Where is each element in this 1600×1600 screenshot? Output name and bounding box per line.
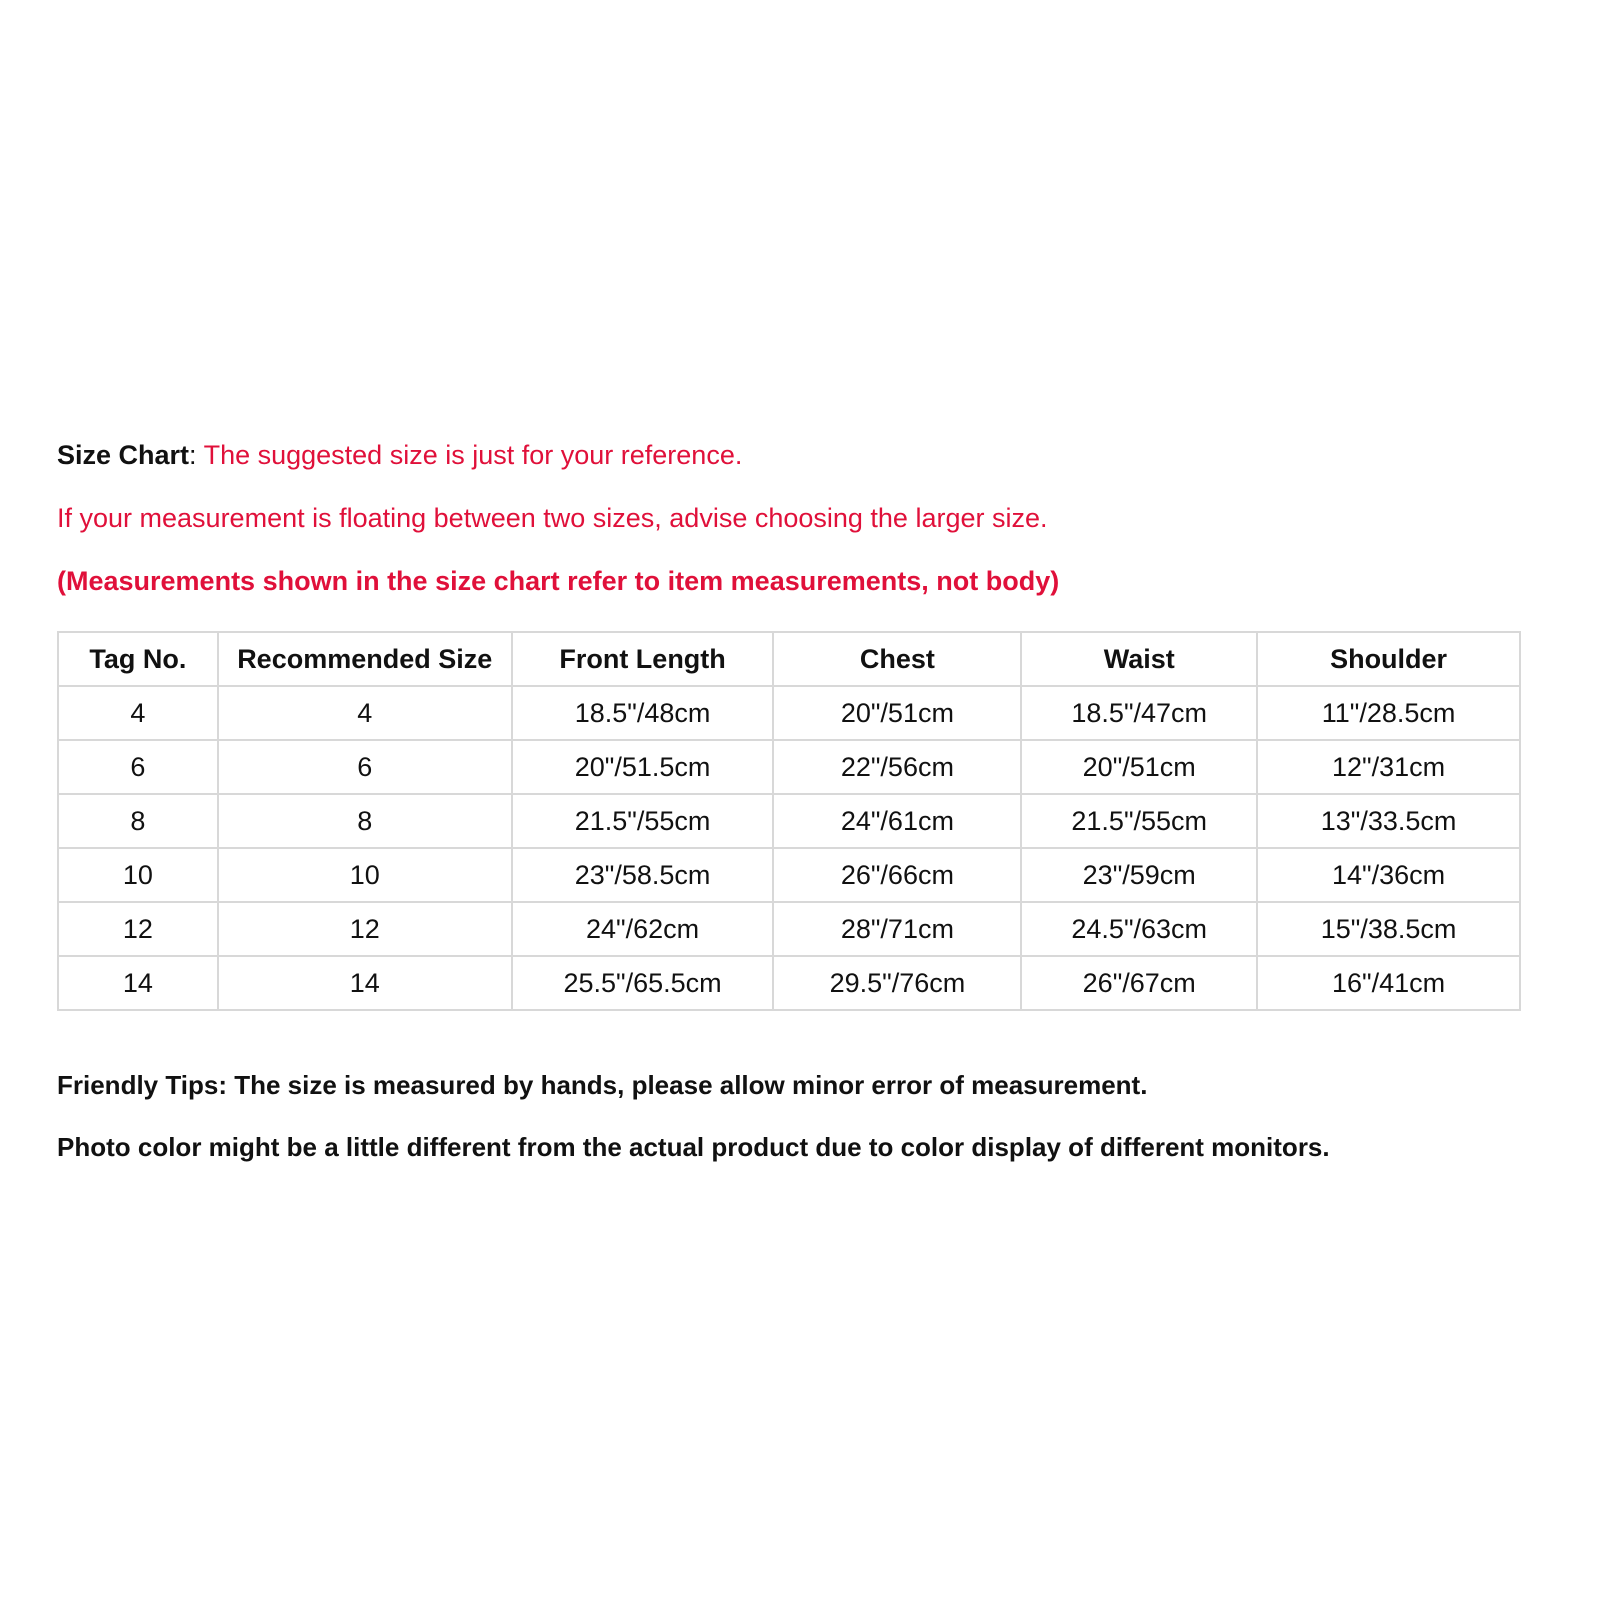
table-cell: 13"/33.5cm bbox=[1257, 794, 1520, 848]
sizing-advice: If your measurement is floating between two sizes, advise choosing the larger size. bbox=[57, 503, 1048, 533]
size-chart-intro bbox=[57, 440, 742, 471]
table-cell: 12"/31cm bbox=[1257, 740, 1520, 794]
column-header: Tag No. bbox=[58, 632, 218, 686]
table-cell: 12 bbox=[58, 902, 218, 956]
table-cell: 23"/58.5cm bbox=[512, 848, 774, 902]
table-cell: 26"/66cm bbox=[773, 848, 1021, 902]
column-header: Chest bbox=[773, 632, 1021, 686]
table-cell: 25.5"/65.5cm bbox=[512, 956, 774, 1010]
table-cell: 23"/59cm bbox=[1021, 848, 1257, 902]
table-cell: 4 bbox=[58, 686, 218, 740]
table-cell: 21.5"/55cm bbox=[512, 794, 774, 848]
table-row bbox=[58, 794, 1520, 848]
table-cell: 14"/36cm bbox=[1257, 848, 1520, 902]
table-header-row bbox=[58, 632, 1520, 686]
table-cell: 15"/38.5cm bbox=[1257, 902, 1520, 956]
table-cell: 20"/51cm bbox=[773, 686, 1021, 740]
table-cell: 20"/51.5cm bbox=[512, 740, 774, 794]
table-cell: 18.5"/48cm bbox=[512, 686, 774, 740]
column-header: Recommended Size bbox=[218, 632, 512, 686]
table-row bbox=[58, 740, 1520, 794]
table-row bbox=[58, 686, 1520, 740]
table-row bbox=[58, 956, 1520, 1010]
table-cell: 14 bbox=[218, 956, 512, 1010]
friendly-tip: Friendly Tips: The size is measured by hands, please allow minor error of measurement. bbox=[57, 1070, 1148, 1100]
table-cell: 6 bbox=[58, 740, 218, 794]
table-cell: 16"/41cm bbox=[1257, 956, 1520, 1010]
table-cell: 21.5"/55cm bbox=[1021, 794, 1257, 848]
table-cell: 20"/51cm bbox=[1021, 740, 1257, 794]
table-cell: 24"/62cm bbox=[512, 902, 774, 956]
column-header: Shoulder bbox=[1257, 632, 1520, 686]
table-cell: 14 bbox=[58, 956, 218, 1010]
table-cell: 10 bbox=[218, 848, 512, 902]
table-cell: 10 bbox=[58, 848, 218, 902]
color-disclaimer: Photo color might be a little different from the actual product due to color display of different monitors. bbox=[57, 1132, 1330, 1162]
table-cell: 29.5"/76cm bbox=[773, 956, 1021, 1010]
table-cell: 6 bbox=[218, 740, 512, 794]
table-cell: 28"/71cm bbox=[773, 902, 1021, 956]
table-row bbox=[58, 848, 1520, 902]
table-row bbox=[58, 902, 1520, 956]
table-cell: 26"/67cm bbox=[1021, 956, 1257, 1010]
table-cell: 4 bbox=[218, 686, 512, 740]
column-header: Waist bbox=[1021, 632, 1257, 686]
table-cell: 8 bbox=[218, 794, 512, 848]
table-cell: 12 bbox=[218, 902, 512, 956]
size-table bbox=[57, 631, 1521, 1011]
table-cell: 24.5"/63cm bbox=[1021, 902, 1257, 956]
reference-note: The suggested size is just for your reference. bbox=[203, 440, 743, 470]
colon: : bbox=[189, 440, 197, 470]
table-cell: 18.5"/47cm bbox=[1021, 686, 1257, 740]
table-cell: 8 bbox=[58, 794, 218, 848]
size-chart-label: Size Chart bbox=[57, 440, 190, 470]
table-cell: 11"/28.5cm bbox=[1257, 686, 1520, 740]
measurement-note: (Measurements shown in the size chart refer to item measurements, not body) bbox=[57, 566, 1060, 596]
column-header: Front Length bbox=[512, 632, 774, 686]
table-cell: 24"/61cm bbox=[773, 794, 1021, 848]
table-cell: 22"/56cm bbox=[773, 740, 1021, 794]
